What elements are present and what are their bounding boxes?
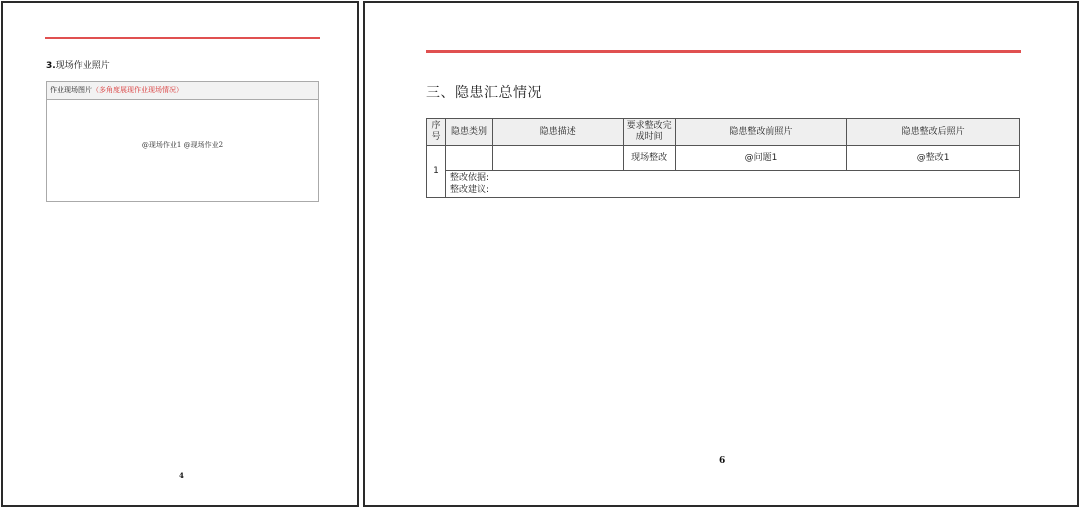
page-number: 4 (179, 471, 184, 480)
header-index: 序号 (427, 119, 446, 146)
header-rule (426, 50, 1021, 53)
cell-notes (445, 171, 1019, 198)
photo-box-label: 作业现场图片 (50, 86, 92, 94)
photo-placeholder (47, 100, 318, 201)
header-rule (45, 37, 320, 39)
table-header-row (427, 119, 1020, 146)
cell-before-photo: @问题1 (675, 146, 847, 171)
site-photo-box (46, 81, 319, 202)
page-6 (363, 1, 1079, 507)
header-deadline: 要求整改完成时间 (623, 119, 675, 146)
page-4 (1, 1, 359, 507)
header-category: 隐患类别 (445, 119, 492, 146)
cell-after-photo: @整改1 (847, 146, 1020, 171)
advice-label: 整改建议: (449, 185, 490, 195)
page-number: 6 (719, 456, 726, 466)
cell-category (445, 146, 492, 171)
photo-box-header (47, 82, 318, 100)
basis-label: 整改依据: (449, 173, 490, 183)
photo-placeholder-text: @现场作业1 @现场作业2 (141, 140, 224, 149)
cell-description (492, 146, 623, 171)
header-description: 隐患描述 (492, 119, 623, 146)
section-title: 现场作业照片 (55, 61, 110, 71)
cell-deadline: 现场整改 (623, 146, 675, 171)
header-before-photo: 隐患整改前照片 (675, 119, 847, 146)
cell-index: 1 (427, 146, 446, 198)
table-notes-row (427, 171, 1020, 198)
header-after-photo: 隐患整改后照片 (847, 119, 1020, 146)
section-heading (46, 58, 110, 71)
section-heading: 三、隐患汇总情况 (426, 85, 542, 101)
section-number: 3. (46, 61, 56, 71)
table-row (427, 146, 1020, 171)
photo-box-note: （多角度展现作业现场情况） (92, 86, 183, 94)
hazard-summary-table (426, 118, 1020, 198)
